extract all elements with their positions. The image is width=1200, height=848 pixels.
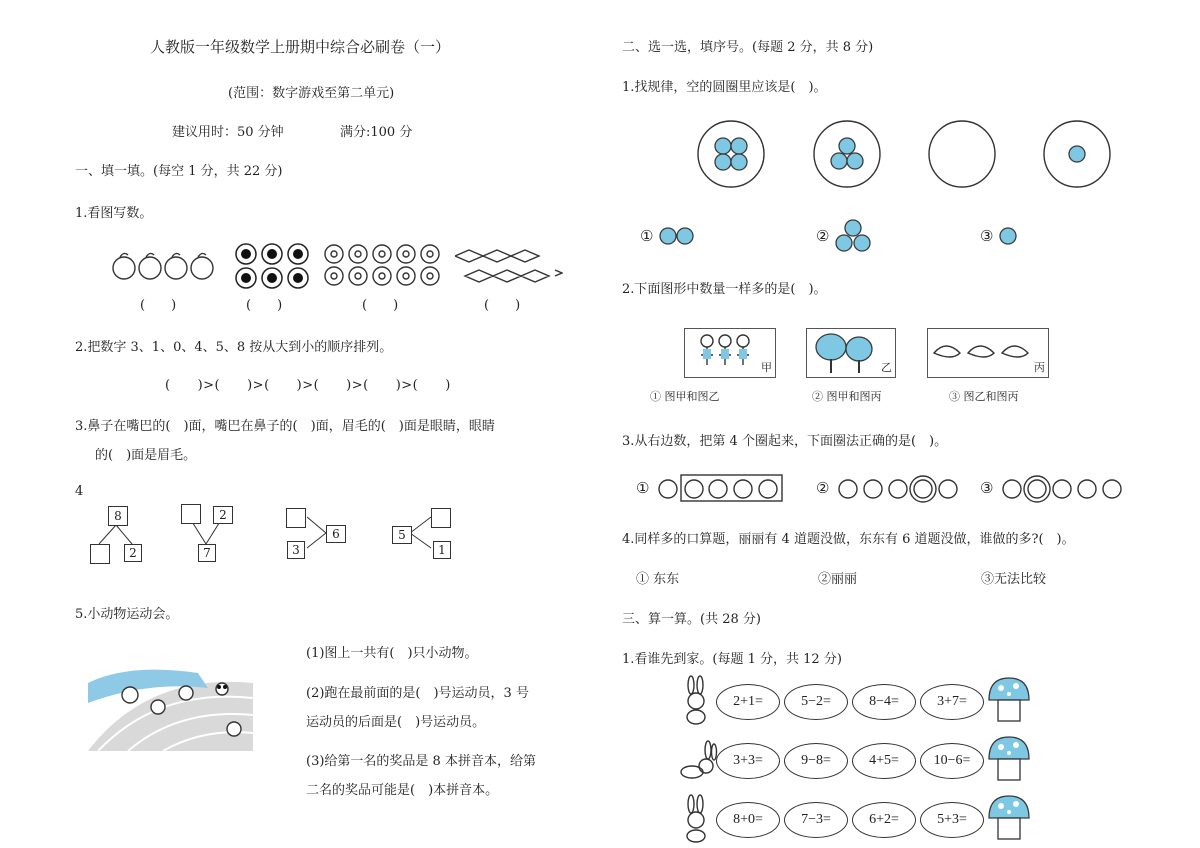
equation-oval[interactable]: 9−8= [784, 743, 848, 779]
q5-part3-line2: 二名的奖品可能是( )本拼音本。 [306, 783, 499, 798]
q2-3-option3[interactable]: ③ [980, 479, 994, 497]
question-2-1: 1.找规律，空的圆圈里应该是( )。 [622, 80, 827, 95]
question-2-4: 4.同样多的口算题，丽丽有 4 道题没做，东东有 6 道题没做，谁做的多?( )。 [622, 532, 1075, 547]
question-1-1: 1.看图写数。 [75, 206, 153, 221]
score-note: 满分:100 分 [340, 125, 413, 140]
picture-label-yi: 乙 [881, 361, 892, 374]
apple-row-2 [834, 472, 966, 504]
tree2-right: 2 [213, 506, 233, 524]
scope-note: (范围：数字游戏至第二单元) [228, 86, 395, 101]
children-icon [695, 333, 755, 373]
answer-blank-4[interactable]: ( ) [484, 298, 521, 313]
animal-race-picture [88, 663, 253, 751]
q2-4-option2[interactable]: ②丽丽 [818, 572, 858, 587]
q2-2-option3[interactable]: ③ 图乙和图丙 [949, 390, 1019, 403]
section2-heading: 二、选一选，填序号。(每题 2 分，共 8 分) [622, 40, 874, 55]
equation-oval[interactable]: 8+0= [716, 802, 780, 838]
tree3-bottom: 3 [287, 541, 305, 559]
page-title: 人教版一年级数学上册期中综合必刷卷（一） [150, 38, 451, 56]
bird-icon [932, 337, 1032, 369]
tree4-bottom: 1 [433, 541, 451, 559]
picture-jia [684, 328, 776, 378]
question-2-3: 3.从右边数，把第 4 个圈起来，下面圈法正确的是( )。 [622, 434, 948, 449]
q2-1-option3[interactable]: ③ [980, 227, 994, 245]
rabbit-icon [678, 794, 714, 844]
tree-icon [813, 331, 879, 375]
time-note: 建议用时：50 分钟 [172, 125, 284, 140]
question-1-4-label: 4 [75, 484, 84, 499]
q5-part1: (1)图上一共有( )只小动物。 [306, 646, 478, 661]
two-dots-icon [658, 224, 698, 248]
mushroom-house-icon [986, 735, 1032, 783]
orange-icon [110, 242, 225, 284]
order-chain[interactable]: ( )>( )>( )>( )>( )>( ) [165, 378, 451, 393]
pattern-circles [695, 118, 1115, 190]
tree1-right: 2 [124, 544, 142, 562]
tree2-bottom: 7 [198, 544, 216, 562]
section1-heading: 一、填一填。(每空 1 分，共 22 分) [75, 164, 283, 179]
q5-part2-line1: (2)跑在最前面的是( )号运动员，3 号 [306, 686, 529, 701]
answer-blank-3[interactable]: ( ) [362, 298, 399, 313]
rabbit-icon [678, 675, 714, 725]
one-dot-icon [998, 224, 1022, 248]
tree4-top[interactable] [431, 508, 451, 528]
equation-oval[interactable]: 6+2= [852, 802, 916, 838]
picture-label-jia: 甲 [761, 361, 772, 374]
tree4-side: 5 [392, 526, 412, 544]
number-tree-lines [85, 500, 485, 570]
question-1-3-line1: 3.鼻子在嘴巴的( )面，嘴巴在鼻子的( )面，眉毛的( )面是眼睛，眼睛 [75, 419, 495, 434]
q2-4-option3[interactable]: ③无法比较 [981, 572, 1047, 587]
q2-2-option2[interactable]: ② 图甲和图丙 [812, 390, 882, 403]
soccer-ball-icon [234, 242, 310, 290]
q5-part2-line2: 运动员的后面是( )号运动员。 [306, 715, 486, 730]
tree2-left[interactable] [181, 504, 201, 524]
q2-3-option2[interactable]: ② [816, 479, 830, 497]
flower-icon [322, 242, 444, 288]
q2-2-option1[interactable]: ① 图甲和图乙 [650, 390, 720, 403]
rabbit-icon [678, 740, 718, 780]
q2-3-option1[interactable]: ① [636, 479, 650, 497]
equation-oval[interactable]: 7−3= [784, 802, 848, 838]
equation-oval[interactable]: 3+7= [920, 684, 984, 720]
q2-4-option1[interactable]: ① 东东 [636, 572, 680, 587]
tree1-left[interactable] [90, 544, 110, 564]
equation-oval[interactable]: 4+5= [852, 743, 916, 779]
section3-heading: 三、算一算。(共 28 分) [622, 612, 761, 627]
graduation-cap-icon [455, 242, 563, 288]
q2-1-option2[interactable]: ② [816, 227, 830, 245]
tree3-side: 6 [326, 525, 346, 543]
picture-label-bing: 丙 [1034, 361, 1045, 374]
equation-oval[interactable]: 3+3= [716, 743, 780, 779]
picture-yi [806, 328, 896, 378]
question-1-5: 5.小动物运动会。 [75, 607, 179, 622]
equation-oval[interactable]: 10−6= [920, 743, 984, 779]
three-dots-icon [834, 218, 874, 254]
q5-part3-line1: (3)给第一名的奖品是 8 本拼音本，给第 [306, 754, 536, 769]
question-2-2: 2.下面图形中数量一样多的是( )。 [622, 282, 827, 297]
equation-oval[interactable]: 5+3= [920, 802, 984, 838]
question-1-2: 2.把数字 3、1、0、4、5、8 按从大到小的顺序排列。 [75, 340, 393, 355]
answer-blank-2[interactable]: ( ) [246, 298, 283, 313]
question-1-3-line2: 的( )面是眉毛。 [95, 448, 197, 463]
mushroom-house-icon [986, 794, 1032, 842]
mushroom-house-icon [986, 676, 1032, 724]
tree1-top: 8 [108, 506, 128, 526]
equation-oval[interactable]: 2+1= [716, 684, 780, 720]
equation-oval[interactable]: 5−2= [784, 684, 848, 720]
tree3-top[interactable] [286, 508, 306, 528]
q2-1-option1[interactable]: ① [640, 227, 654, 245]
apple-row-3 [998, 472, 1128, 504]
apple-row-1 [654, 472, 786, 504]
answer-blank-1[interactable]: ( ) [140, 298, 177, 313]
picture-bing [927, 328, 1049, 378]
question-3-1: 1.看谁先到家。(每题 1 分，共 12 分) [622, 652, 842, 667]
equation-oval[interactable]: 8−4= [852, 684, 916, 720]
